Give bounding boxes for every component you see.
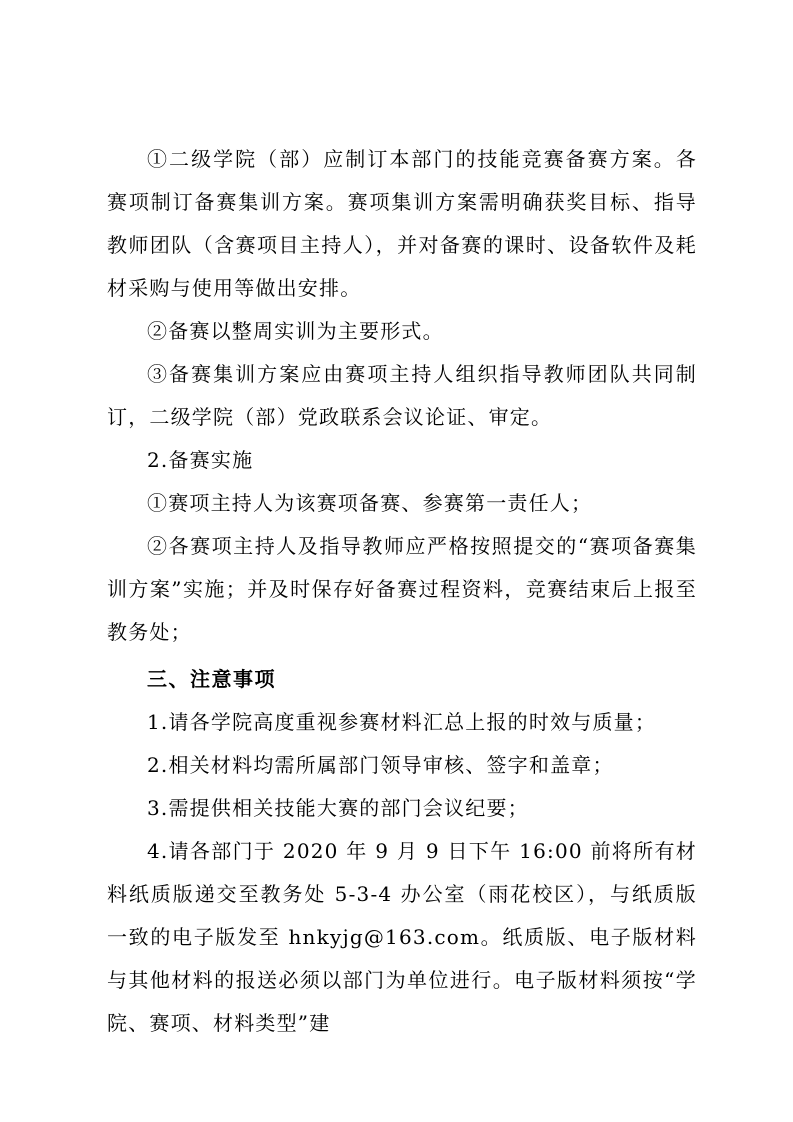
note-item-3: 3.需提供相关技能大赛的部门会议纪要； [147, 796, 529, 820]
document-body [107, 138, 697, 1045]
paragraph-implementation-rules: ②各赛项主持人及指导教师应严格按照提交的“赛项备赛集训方案”实施；并及时保存好备赛过程资料，竞赛结束后上报至教务处； [107, 534, 697, 644]
paragraph-prep-plan: ①二级学院（部）应制订本部门的技能竞赛备赛方案。各赛项制订备赛集训方案。赛项集训方案需明确获奖目标、指导教师团队（含赛项目主持人），并对备赛的课时、设备软件及耗材采购与使用等做出安排。 [107, 147, 697, 300]
section-heading-notes: 三、注意事项 [147, 667, 276, 691]
note-item-1: 1.请各学院高度重视参赛材料汇总上报的时效与质量； [147, 710, 657, 734]
paragraph-training-form: ②备赛以整周实训为主要形式。 [147, 319, 444, 343]
note-item-4: 4.请各部门于 2020 年 9 月 9 日下午 16:00 前将所有材料纸质版递交至教务处 5-3-4 办公室（雨花校区），与纸质版一致的电子版发至 hnkyjg@163.com。纸质版、电子版材料与其他材料的报送必须以部门为单位进行。电子版材料须按“学院、赛项、材料类型”建 [107, 839, 697, 1035]
subheading-implementation: 2.备赛实施 [147, 448, 254, 472]
note-item-2: 2.相关材料均需所属部门领导审核、签字和盖章； [147, 753, 614, 777]
paragraph-responsible-person: ①赛项主持人为该赛项备赛、参赛第一责任人； [147, 491, 593, 515]
paragraph-plan-approval: ③备赛集训方案应由赛项主持人组织指导教师团队共同制订，二级学院（部）党政联系会议论证、审定。 [107, 362, 697, 429]
